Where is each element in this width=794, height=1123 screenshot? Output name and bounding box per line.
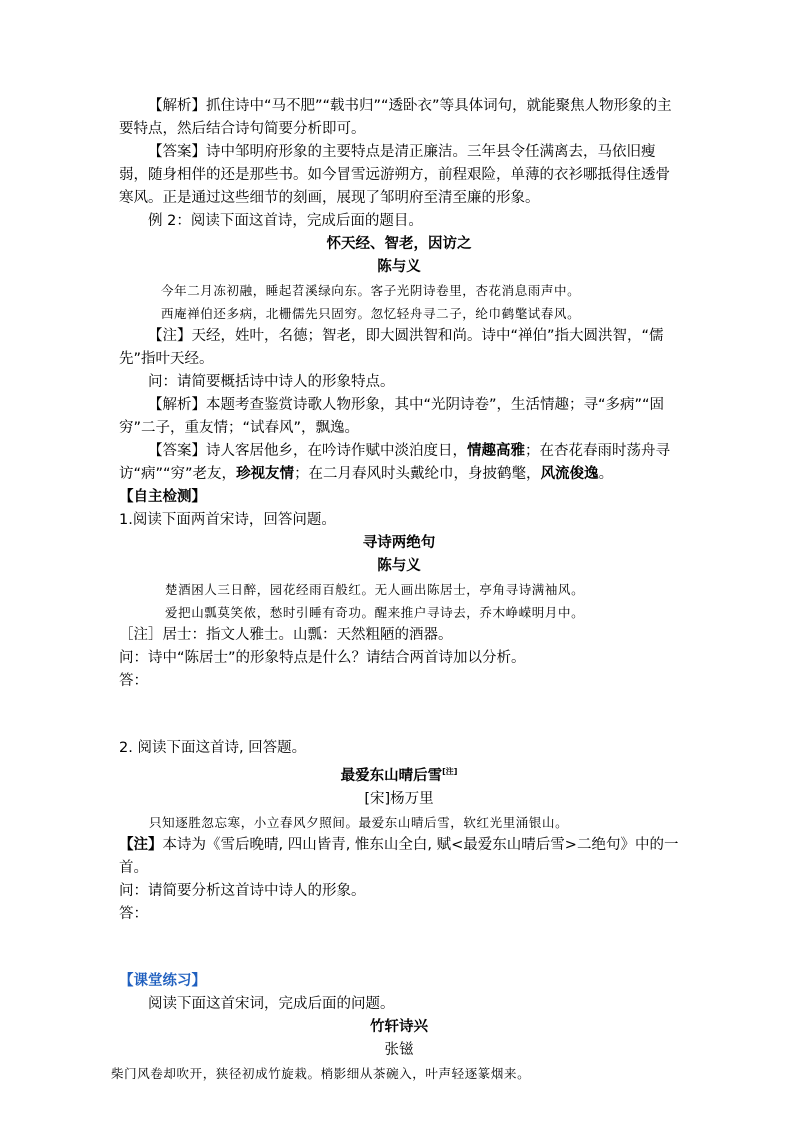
analysis-paragraph-1 xyxy=(119,95,679,141)
note-label: 【注】 xyxy=(119,836,163,853)
answer-text: ；在杏花春雨时荡舟寻访“病”“穷”老友， xyxy=(119,443,670,482)
answer-prompt: 答： xyxy=(119,905,148,922)
poem-line: 只知逐胜忽忘寒，小立春风夕照间。最爱东山晴后雪，软红光里涌银山。 xyxy=(149,814,569,830)
poem-title-dongshan xyxy=(119,760,679,788)
poem-line: 柴门风卷却吹开，狭径初成竹旋栽。梢影细从茶碗入，叶声轻逐篆烟来。 xyxy=(111,1065,531,1081)
analysis-label: 【解析】 xyxy=(148,98,206,114)
practice-intro: 阅读下面这首宋词，完成后面的问题。 xyxy=(148,995,395,1012)
answer-prompt: 答： xyxy=(119,673,148,689)
answer-emphasis: 珍视友情 xyxy=(236,466,295,482)
poem-author: 张镃 xyxy=(384,1041,414,1058)
poem-title-zhuxuan: 竹轩诗兴 xyxy=(370,1018,428,1035)
analysis-text: 抓住诗中“马不肥”“载书归”“透卧衣”等具体词句，就能聚焦人物形象的主要特点，然后结合诗句简要分析即可。 xyxy=(119,98,672,137)
answer-text: ；在二月春风时头戴纶巾，身披鹤氅， xyxy=(294,466,541,482)
question-2-intro: 2. 阅读下面这首诗, 回答题。 xyxy=(119,740,307,756)
footnote-marker: [注] xyxy=(442,767,458,776)
answer-paragraph-1 xyxy=(119,141,679,210)
question: 问：诗中“陈居士”的形象特点是什么？请结合两首诗加以分析。 xyxy=(119,650,526,666)
answer-paragraph-2 xyxy=(119,440,679,486)
note-text: 本诗为《雪后晚晴, 四山皆青, 惟东山全白, 赋<最爱东山晴后雪>二绝句》中的一首。 xyxy=(119,836,679,876)
analysis-text: 本题考查鉴赏诗歌人物形象，其中“光阴诗卷”，生活情趣；寻“多病”“固穷”二子，重友情；“试春风”，飘逸。 xyxy=(119,397,665,436)
poem-line: 楚酒困人三日醉，园花经雨百般红。无人画出陈居士，亭角寻诗满袖风。 xyxy=(165,582,585,597)
poem-title-xunshi: 寻诗两绝句 xyxy=(362,535,436,551)
poem-author: [宋]杨万里 xyxy=(364,790,434,807)
answer-emphasis: 风流俊逸 xyxy=(540,466,599,482)
answer-label: 【答案】 xyxy=(148,144,206,160)
analysis-paragraph-2 xyxy=(119,394,679,440)
question-1-intro: 1.阅读下面两首宋诗，回答问题。 xyxy=(119,512,336,528)
question: 问：请简要概括诗中诗人的形象特点。 xyxy=(148,374,395,390)
answer-text: 诗中邹明府形象的主要特点是清正廉洁。三年县令任满离去，马依旧瘦弱，随身相伴的还是那些书。如今冒雪远游朔方，前程艰险，单薄的衣衫哪抵得住透骨寒风。正是通过这些细节的刻画，展现了邹明府至清至廉的形象。 xyxy=(119,144,670,206)
poem-line: 今年二月冻初融，睡起苕溪绿向东。客子光阴诗卷里，杏花消息雨声中。 xyxy=(161,283,581,298)
document-page xyxy=(111,95,679,1085)
section-heading-class-practice: 【课堂练习】 xyxy=(119,972,206,989)
poem-note: 【注】天经，姓叶，名德；智老，即大圆洪智和尚。诗中“禅伯”指大圆洪智，“儒先”指叶天经。 xyxy=(119,328,664,367)
section-heading-self-check: 【自主检测】 xyxy=(119,489,206,505)
answer-space xyxy=(119,926,679,970)
analysis-label: 【解析】 xyxy=(148,397,206,413)
answer-text: 诗人客居他乡，在吟诗作赋中淡泊度日， xyxy=(206,443,467,459)
answer-text: 。 xyxy=(598,466,614,482)
example-2-intro: 例 2：阅读下面这首诗，完成后面的题目。 xyxy=(148,213,423,229)
poem-note xyxy=(119,834,679,880)
poem-note: ［注］居士：指文人雅士。山瓢：天然粗陋的酒器。 xyxy=(119,627,453,643)
answer-space xyxy=(119,693,679,737)
poem-line: 爱把山瓢莫笑侬，愁时引睡有奇功。醒来推户寻诗去，乔木峥嵘明月中。 xyxy=(165,605,585,620)
poem-author: 陈与义 xyxy=(377,259,421,275)
poem-title-text: 最爱东山晴后雪 xyxy=(340,767,443,784)
answer-emphasis: 情趣高雅 xyxy=(467,443,525,459)
question: 问：请简要分析这首诗中诗人的形象。 xyxy=(119,882,366,899)
poem-author: 陈与义 xyxy=(377,558,421,574)
poem-line: 西庵禅伯还多病，北栅儒先只固穷。忽忆轻舟寻二子，纶巾鹤氅试春风。 xyxy=(161,306,581,321)
answer-label: 【答案】 xyxy=(148,443,206,459)
poem-title-huai-tianjing: 怀天经、智老，因访之 xyxy=(326,236,472,252)
